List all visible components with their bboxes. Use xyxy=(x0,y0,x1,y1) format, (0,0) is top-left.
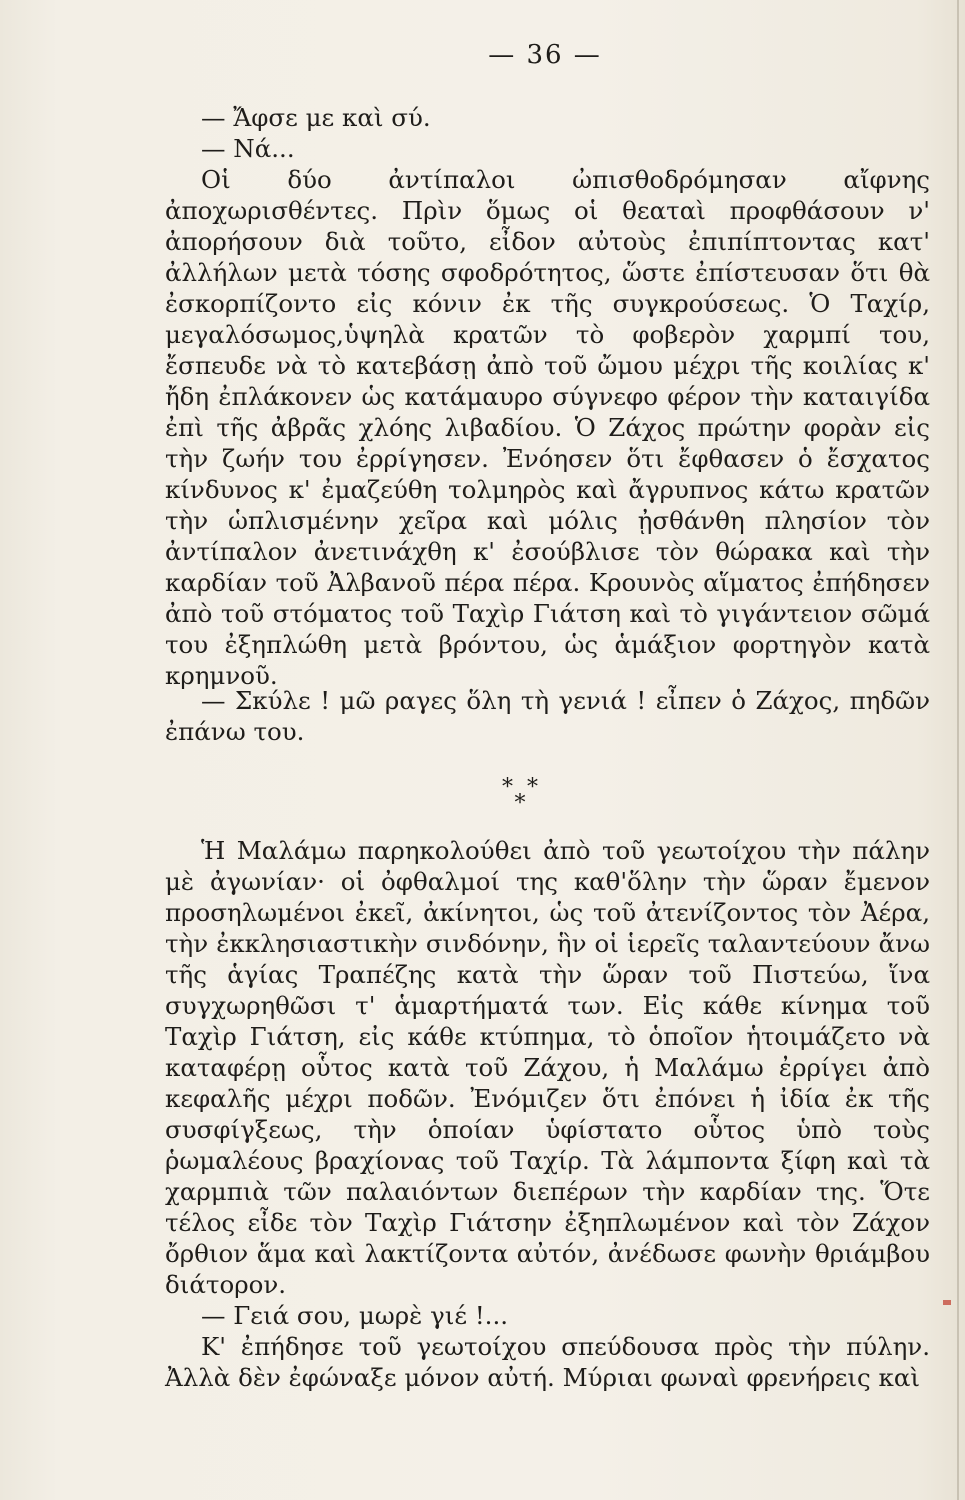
dialogue-line: — Γειά σου, μωρὲ γιέ !... xyxy=(201,1301,509,1330)
ink-mark xyxy=(943,1300,951,1305)
dialogue-line: — Σκύλε ! μῶ ραγες ὅλη τὴ γενιά ! εἶπεν ὁ Ζάχος, πηδῶν ἐπάνω του. xyxy=(165,686,930,746)
text-block-top xyxy=(165,102,930,691)
asterism: * * * xyxy=(502,775,538,816)
text-block-bottom xyxy=(165,835,930,1393)
page-number: — 36 — xyxy=(488,40,602,70)
dialogue-line: — Νά... xyxy=(201,134,295,163)
section-separator xyxy=(490,775,550,816)
paragraph: Ἡ Μαλάμω παρηκολούθει ἀπὸ τοῦ γεωτοίχου τὴν πάλην μὲ ἀγωνίαν· οἱ ὀφθαλμοί της καθ'ὅλην τὴν ὥραν ἔμενον προσηλωμένοι ἐκεῖ, ἀκίνητοι, ὡς τοῦ ἀτενίζοντος τὸν Ἀέρα, τὴν ἐκκλησιαστικὴν σινδόνην, ἣν οἱ ἱερεῖς ταλαντεύουν ἄνω τῆς ἁγίας Τραπέζης κατὰ τὴν ὥραν τοῦ Πιστεύω, ἵνα συγχωρηθῶσι τ' ἁμαρτήματά των. Εἰς κάθε κίνημα τοῦ Ταχὶρ Γιάτση, εἰς κάθε κτύπημα, τὸ ὁποῖον ἡτοιμάζετο νὰ καταφέρῃ οὗτος κατὰ τοῦ Ζάχου, ἡ Μαλάμω ἐρρίγει ἀπὸ κεφαλῆς μέχρι ποδῶν. Ἐνόμιζεν ὅτι ἐπόνει ἡ ἰδία ἐκ τῆς συσφίγξεως, τὴν ὁποίαν ὑφίστατο οὗτος ὑπὸ τοὺς ῥωμαλέους βραχίονας τοῦ Ταχίρ. Τὰ λάμποντα ξίφη καὶ τὰ χαρμπιὰ τῶν παλαιόντων διεπέρων τὴν καρδίαν της. Ὅτε τέλος εἶδε τὸν Ταχὶρ Γιάτσην ἐξηπλωμένον καὶ τὸν Ζάχον ὄρθιον ἅμα καὶ λακτίζοντα αὐτόν, ἀνέδωσε φωνὴν θριάμβου διάτορον. xyxy=(165,836,930,1299)
dialogue-line: — Ἄφσε με καὶ σύ. xyxy=(201,103,431,132)
text-block-middle xyxy=(165,685,930,747)
page-edge xyxy=(957,0,959,1500)
paragraph: Οἱ δύο ἀντίπαλοι ὠπισθοδρόμησαν αἴφνης ἀποχωρισθέντες. Πρὶν ὅμως οἱ θεαταὶ προφθάσουν ν' ἀπορήσουν διὰ τοῦτο, εἶδον αὐτοὺς ἐπιπίπτοντας κατ' ἀλλήλων μετὰ τόσης σφοδρότητος, ὥστε ἐπίστευσαν ὅτι θὰ ἐσκορπίζοντο εἰς κόνιν ἐκ τῆς συγκρούσεως. Ὁ Ταχίρ, μεγαλόσωμος,ὑψηλὰ κρατῶν τὸ φοβερὸν χαρμπί του, ἔσπευδε νὰ τὸ κατεβάσῃ ἀπὸ τοῦ ὤμου μέχρι τῆς κοιλίας κ' ἤδη ἐπλάκονεν ὡς κατάμαυρο σύγνεφο φέρον τὴν καταιγίδα ἐπὶ τῆς ἀβρᾶς χλόης λιβαδίου. Ὁ Ζάχος πρώτην φορὰν εἰς τὴν ζωήν του ἐρρίγησεν. Ἐνόησεν ὅτι ἔφθασεν ὁ ἔσχατος κίνδυνος κ' ἐμαζεύθη τολμηρὸς καὶ ἄγρυπνος κάτω κρατῶν τὴν ὡπλισμένην χεῖρα καὶ μόλις ᾐσθάνθη πλησίον τὸν ἀντίπαλον ἀνετινάχθη κ' ἐσούβλισε τὸν θώρακα καὶ τὴν καρδίαν τοῦ Ἀλβανοῦ πέρα πέρα. Κρουνὸς αἵματος ἐπήδησεν ἀπὸ τοῦ στόματος τοῦ Ταχὶρ Γιάτση καὶ τὸ γιγάντειον σῶμά του ἐξηπλώθη μετὰ βρόντου, ὡς ἁμάξιον φορτηγὸν κατὰ κρημνοῦ. xyxy=(165,165,930,690)
paragraph: Κ' ἐπήδησε τοῦ γεωτοίχου σπεύδουσα πρὸς τὴν πύλην. Ἀλλὰ δὲν ἐφώναξε μόνον αὐτή. Μύριαι φωναὶ φρενήρεις καὶ xyxy=(165,1332,930,1392)
